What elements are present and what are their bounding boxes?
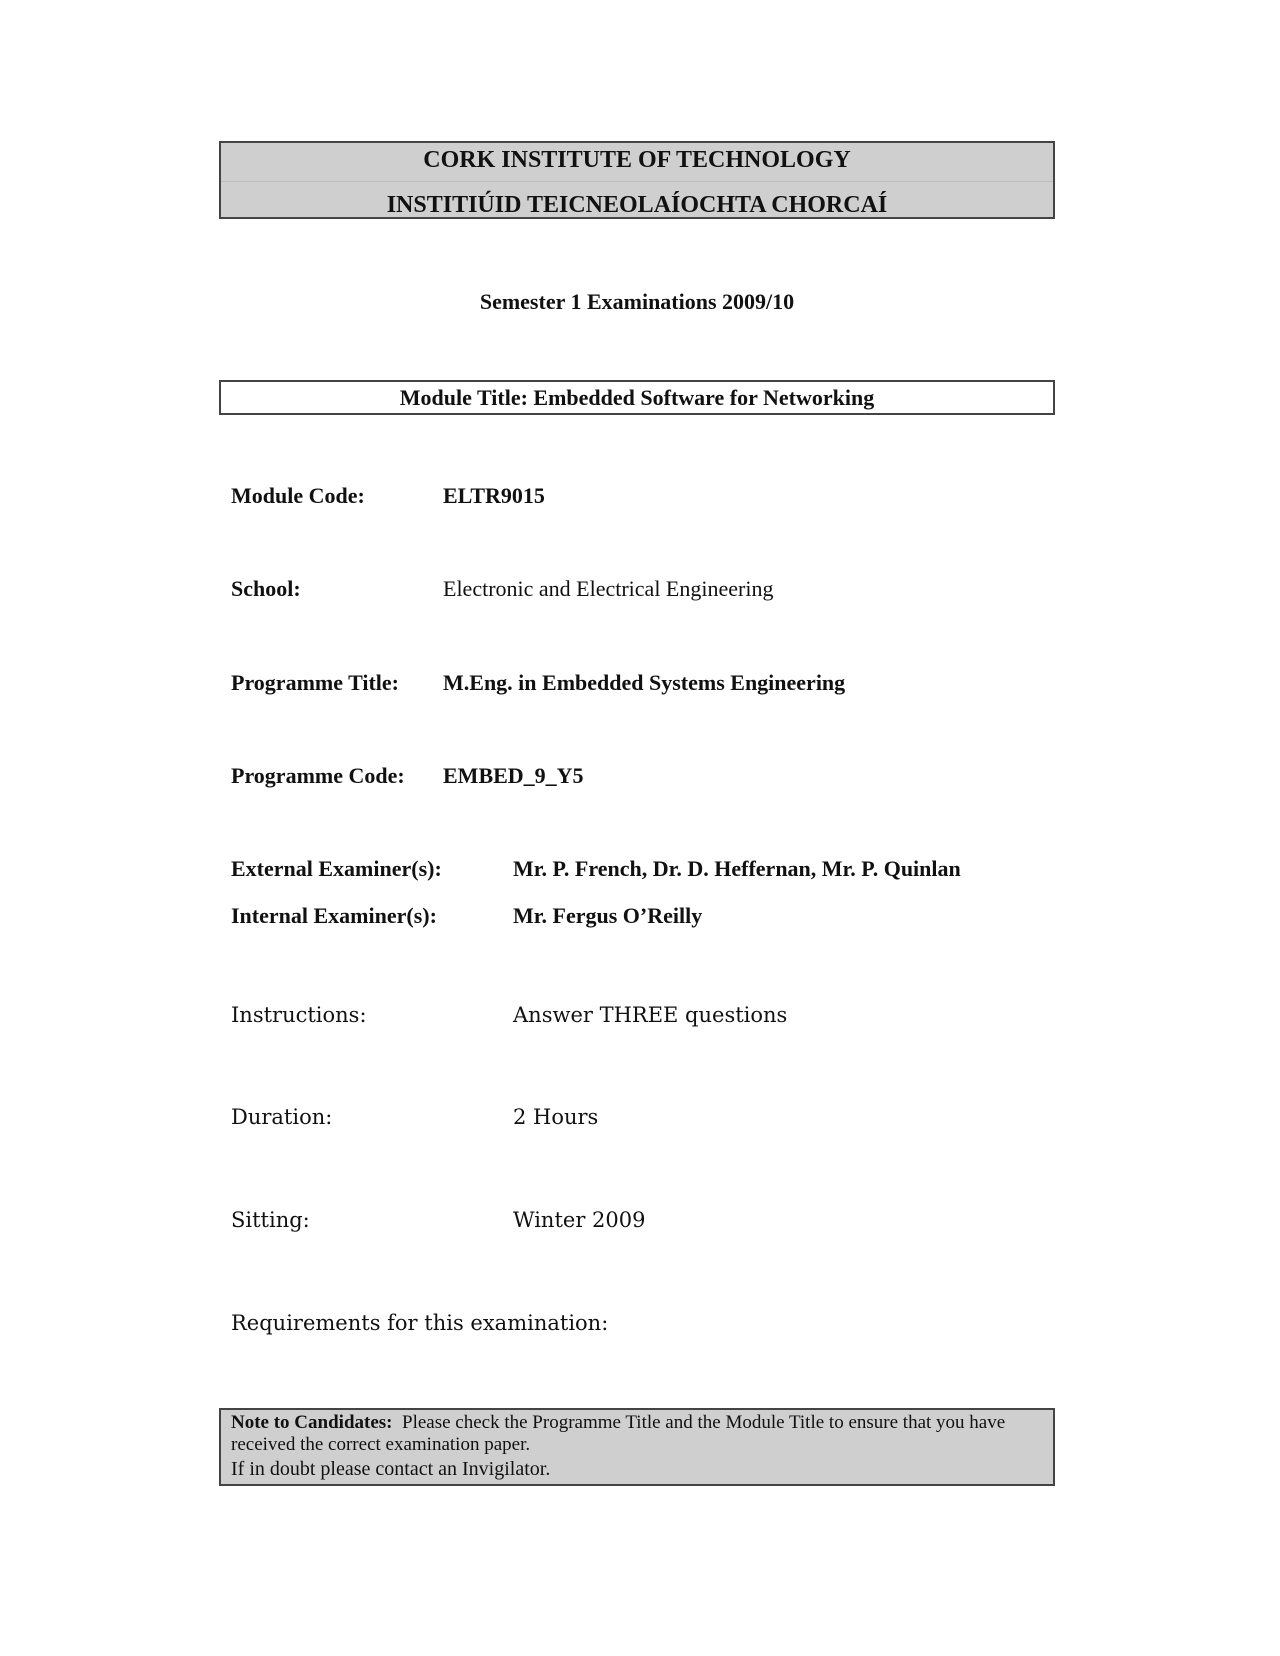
note-text: Please check the Programme Title and the Module Title to ensure that you have received the correct examination paper. bbox=[231, 1412, 1006, 1455]
institute-name-irish: INSTITIÚID TEICNEOLAÍOCHTA CHORCAÍ bbox=[386, 192, 888, 218]
duration-label: Duration: bbox=[231, 1105, 333, 1129]
school-label: School: bbox=[231, 576, 301, 601]
header-divider bbox=[221, 181, 1053, 182]
module-code-label: Module Code: bbox=[231, 483, 365, 508]
instructions-value: Answer THREE questions bbox=[513, 1003, 788, 1027]
school-value: Electronic and Electrical Engineering bbox=[443, 576, 774, 601]
sitting-value: Winter 2009 bbox=[513, 1208, 646, 1232]
requirements-label: Requirements for this examination: bbox=[231, 1311, 609, 1335]
programme-code-value: EMBED_9_Y5 bbox=[443, 763, 584, 788]
note-contact: If in doubt please contact an Invigilator. bbox=[231, 1458, 551, 1480]
note-to-candidates bbox=[219, 1408, 1055, 1486]
internal-examiners-value: Mr. Fergus O’Reilly bbox=[513, 903, 703, 928]
module-title: Module Title: Embedded Software for Networking bbox=[219, 380, 1055, 415]
programme-title-label: Programme Title: bbox=[231, 670, 400, 695]
programme-code-label: Programme Code: bbox=[231, 763, 405, 788]
institute-header bbox=[219, 141, 1055, 219]
programme-title-value: M.Eng. in Embedded Systems Engineering bbox=[443, 670, 846, 695]
institute-name-english: CORK INSTITUTE OF TECHNOLOGY bbox=[423, 147, 851, 173]
duration-value: 2 Hours bbox=[513, 1105, 599, 1129]
sitting-label: Sitting: bbox=[231, 1208, 310, 1232]
module-code-value: ELTR9015 bbox=[443, 483, 545, 508]
instructions-label: Instructions: bbox=[231, 1003, 367, 1027]
external-examiners-value: Mr. P. French, Dr. D. Heffernan, Mr. P. Quinlan bbox=[513, 856, 961, 881]
internal-examiners-label: Internal Examiner(s): bbox=[231, 903, 437, 928]
external-examiners-label: External Examiner(s): bbox=[231, 856, 442, 881]
semester-heading: Semester 1 Examinations 2009/10 bbox=[479, 289, 795, 314]
note-label: Note to Candidates: bbox=[231, 1412, 393, 1433]
